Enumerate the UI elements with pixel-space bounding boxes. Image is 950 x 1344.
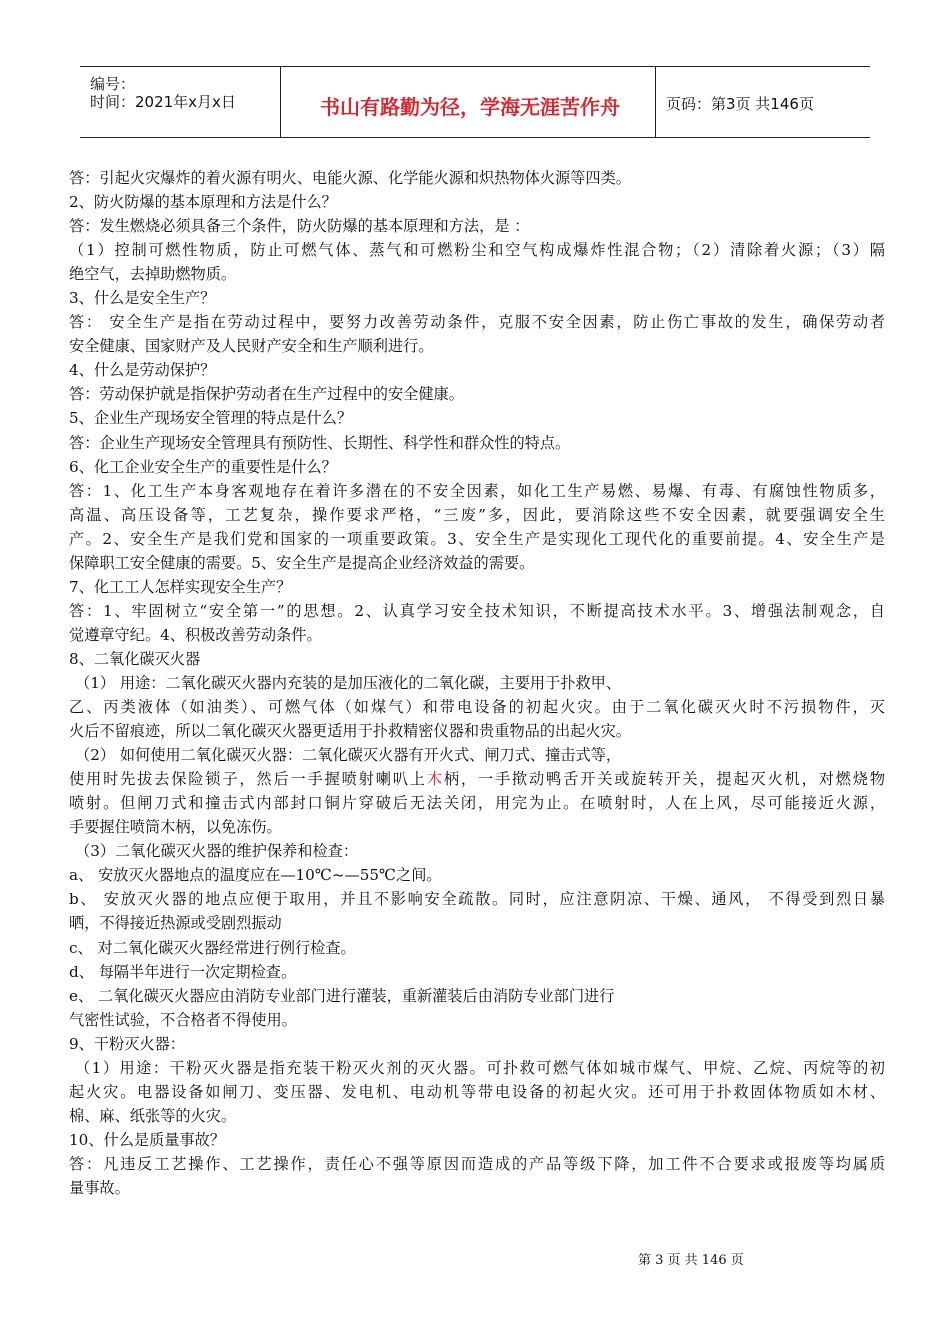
text-line: 答： 安全生产是指在劳动过程中，要努力改善劳动条件，克服不安全因素，防止伤亡事故的发生，确保劳动者 — [69, 313, 885, 332]
text-line: 乙、丙类液体（如油类）、可燃气体（如煤气）和带电设备的初起火灾。由于二氧化碳灭火时不污损物件，灭 — [69, 698, 885, 717]
date-label: 时间：2021年x月x日 — [90, 93, 236, 111]
text-line: 答：发生燃烧必须具备三个条件，防火防爆的基本原理和方法，是 ： — [69, 217, 530, 236]
text-line: 3、什么是安全生产？ — [69, 289, 216, 308]
text-line: 答：劳动保护就是指保护劳动者在生产过程中的安全健康。 — [69, 385, 464, 404]
header-divider — [280, 67, 281, 137]
text-line: 10、什么是质量事故？ — [69, 1130, 226, 1149]
text-line: 答：1、牢固树立“安全第一”的思想。2、认真学习安全技术知识，不断提高技术水平。3、增强法制观念，自 — [69, 601, 885, 620]
document-body — [69, 166, 885, 1200]
text-line: 7、化工工人怎样实现安全生产？ — [69, 577, 292, 596]
text-line: 绝空气，去掉助燃物质。 — [69, 265, 237, 284]
text-line: （1） 用途：二氧化碳灭火器内充装的是加压液化的二氧化碳，主要用于扑救甲、 — [75, 673, 622, 692]
text-line: （1）控制可燃性物质，防止可燃气体、蒸气和可燃粉尘和空气构成爆炸性混合物；（2）清除着火源；（3）隔 — [69, 241, 885, 260]
text-line: 手要握住喷筒木柄，以免冻伤。 — [69, 818, 282, 837]
text-line: 起火灾。电器设备如闸刀、变压器、发电机、电动机等带电设备的初起火灾。还可用于扑救固体物质如木材、 — [69, 1082, 885, 1101]
text-line: 2、防火防爆的基本原理和方法是什么？ — [69, 193, 337, 212]
text-line: 9、干粉灭火器： — [69, 1034, 185, 1053]
text-line: 喷射。但闸刀式和撞击式内部封口铜片穿破后无法关闭，用完为止。在喷射时，人在上风，尽可能接近火源， — [69, 794, 885, 813]
text-line: 气密性试验，不合格者不得使用。 — [69, 1010, 297, 1029]
text-line: 6、化工企业安全生产的重要性是什么？ — [69, 457, 337, 476]
text-line: e、 二氧化碳灭火器应由消防专业部门进行灌装，重新灌装后由消防专业部门进行 — [69, 986, 615, 1005]
text-line: 5、企业生产现场安全管理的特点是什么？ — [69, 409, 353, 428]
text-line: 晒，不得接近热源或受剧烈振动 — [69, 914, 282, 933]
text-segment: 使用时先拔去保险锁子，然后一手握喷射喇叭上 — [69, 770, 427, 789]
text-line: 棉、麻、纸张等的火灾。 — [69, 1106, 237, 1125]
text-line: 量事故。 — [69, 1178, 130, 1197]
header-page-label: 页码：第3页 共146页 — [666, 95, 814, 113]
text-line: 安全健康、国家财产及人民财产安全和生产顺利进行。 — [69, 337, 434, 356]
text-line: 觉遵章守纪。4、积极改善劳动条件。 — [69, 625, 322, 644]
text-line: 产。2、安全生产是我们党和国家的一项重要政策。3、安全生产是实现化工现代化的重要前提。4、安全生产是 — [69, 529, 885, 548]
text-line: （1）用途：干粉灭火器是指充装干粉灭火剂的灭火器。可扑救可燃气体如城市煤气、甲烷、乙烷、丙烷等的初 — [75, 1058, 885, 1077]
text-line: 答：凡违反工艺操作、工艺操作，责任心不强等原因而造成的产品等级下降，加工件不合要求或报废等均属质 — [69, 1154, 885, 1173]
header-motto: 书山有路勤为径，学海无涯苦作舟 — [320, 95, 620, 119]
text-line: （3）二氧化碳灭火器的维护保养和检查： — [75, 842, 359, 861]
header-meta — [80, 67, 280, 137]
text-line: 高温、高压设备等，工艺复杂，操作要求严格，“三废”多，因此，要消除这些不安全因素，就要强调安全生 — [69, 505, 885, 524]
text-line: 答：1、化工生产本身客观地存在着许多潜在的不安全因素，如化工生产易燃、易爆、有毒、有腐蚀性物质多， — [69, 481, 885, 500]
text-line: b、 安放灭火器的地点应便于取用，并且不影响安全疏散。同时，应注意阴凉、干燥、通风， 不得受到烈日暴 — [69, 890, 885, 909]
text-segment: 柄，一手揿动鸭舌开关或旋转开关，提起灭火机，对燃烧物 — [443, 770, 885, 789]
header-divider — [655, 67, 656, 137]
text-line: 保障职工安全健康的需要。5、安全生产是提高企业经济效益的需要。 — [69, 553, 535, 572]
text-line: 火后不留痕迹，所以二氧化碳灭火器更适用于扑救精密仪器和贵重物品的出起火灾。 — [69, 722, 631, 741]
text-line: c、 对二氧化碳灭火器经常进行例行检查。 — [69, 938, 356, 957]
text-line: a、 安放灭火器地点的温度应在—10℃~—55℃之间。 — [69, 866, 442, 885]
text-line: （2） 如何使用二氧化碳灭火器：二氧化碳灭火器有开火式、闸刀式、撞击式等， — [75, 746, 622, 765]
text-line: 答：企业生产现场安全管理具有预防性、长期性、科学性和群众性的特点。 — [69, 433, 571, 452]
page-footer: 第 3 页 共 146 页 — [638, 1253, 744, 1268]
text-line — [69, 767, 885, 791]
highlighted-char: 木 — [426, 770, 444, 789]
text-line: 8、二氧化碳灭火器 — [69, 649, 201, 668]
number-label: 编号： — [90, 75, 136, 93]
page-header — [80, 66, 870, 138]
text-line: d、 每隔半年进行一次定期检查。 — [69, 962, 297, 981]
text-line: 4、什么是劳动保护？ — [69, 361, 216, 380]
text-line: 答：引起火灾爆炸的着火源有明火、电能火源、化学能火源和炽热物体火源等四类。 — [69, 169, 631, 187]
